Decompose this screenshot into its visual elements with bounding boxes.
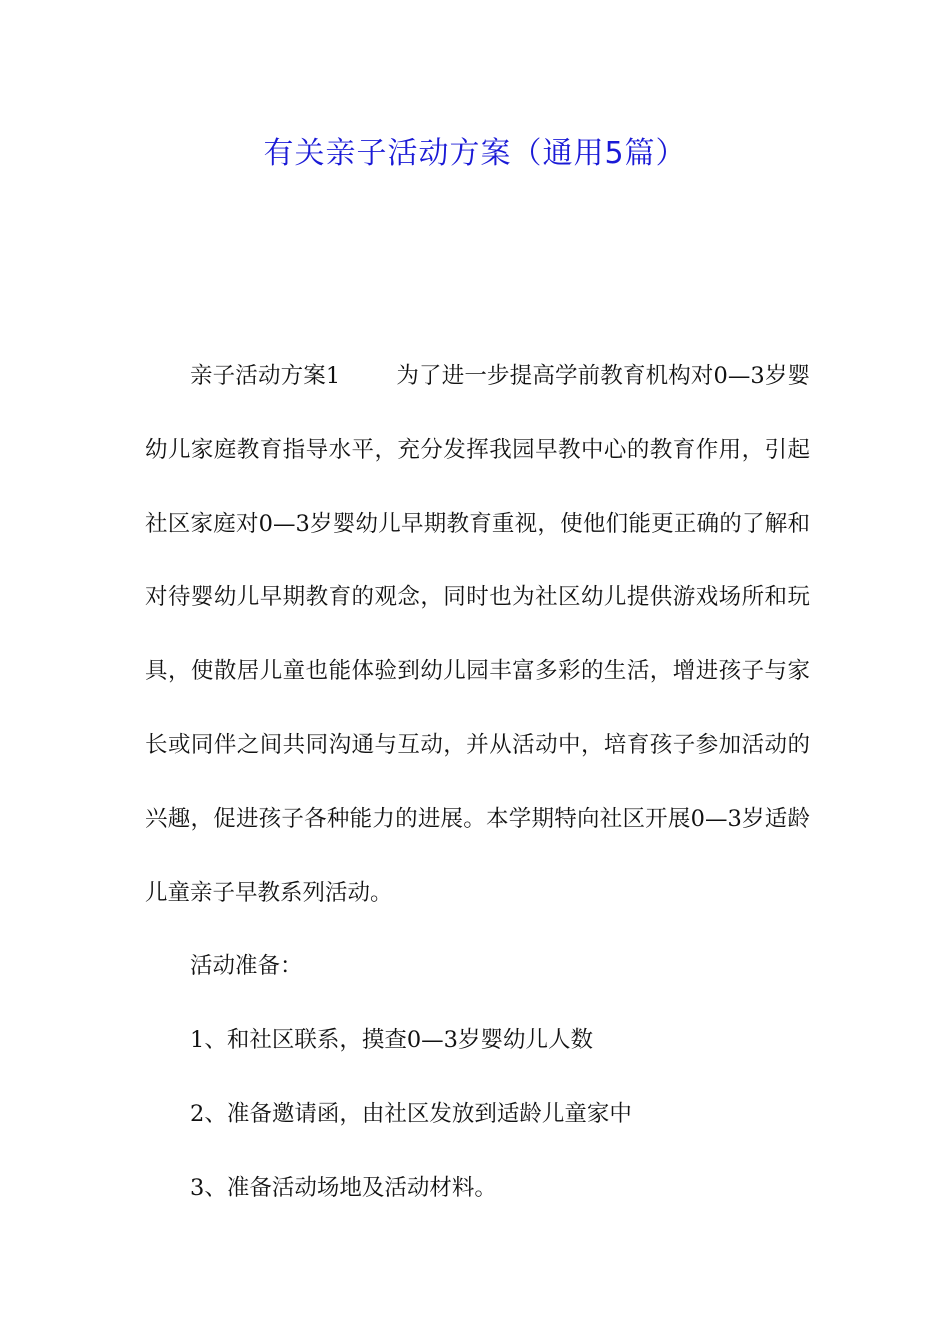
document-body [145, 340, 810, 1226]
prep-heading: 活动准备： [190, 953, 303, 980]
prep-item-2: 2、准备邀请函，由社区发放到适龄儿童家中 [190, 1100, 632, 1127]
prep-item-1: 1、和社区联系，摸查0—3岁婴幼儿人数 [190, 1027, 593, 1054]
section-heading: 亲子活动方案1 [190, 363, 341, 389]
intro-text: 为了进一步提高学前教育机构对0—3岁婴幼儿家庭教育指导水平，充分发挥我园早教中心的教育作用，引起社区家庭对0—3岁婴幼儿早期教育重视，使他们能更正确的了解和对待婴幼儿早期教育的观念，同时也为社区幼儿提供游戏场所和玩具，使散居儿童也能体验到幼儿园丰富多彩的生活，增进孩子与家长或同伴之间共同沟通与互动，并从活动中，培育孩子参加活动的兴趣，促进孩子各种能力的进展。本学期特向社区开展0—3岁适龄儿童亲子早教系列活动。 [145, 363, 810, 906]
prep-item-3: 3、准备活动场地及活动材料。 [190, 1174, 497, 1201]
document-title: 有关亲子活动方案（通用5篇） [263, 136, 687, 171]
intro-paragraph [145, 340, 810, 930]
